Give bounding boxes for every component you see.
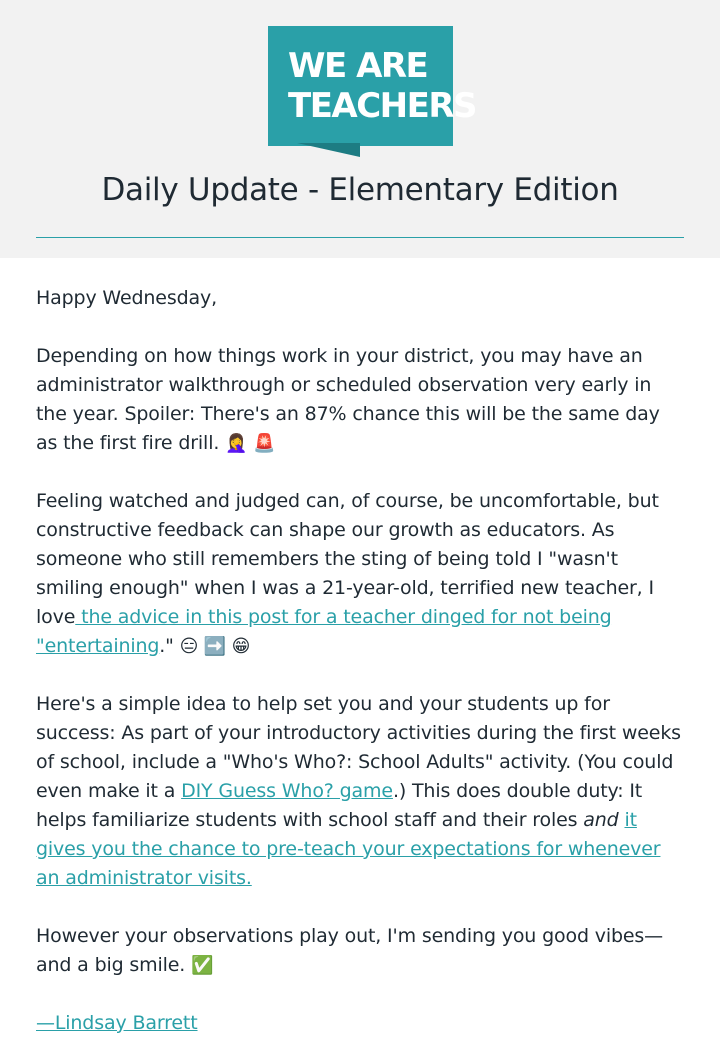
header-divider: [36, 237, 684, 238]
logo-text: [288, 46, 476, 126]
check-mark-emoji: ✅: [191, 955, 214, 976]
paragraph-3-text: Here's a simple idea to help set you and your students up for success: As part of your introductory activities during the first weeks of school, include a "Who's Who?: School Adults" activity. (You could even make it a: [36, 693, 681, 802]
paragraph-3: [36, 690, 684, 893]
greeting: Happy Wednesday,: [36, 287, 217, 309]
newsletter-title: Daily Update - Elementary Edition: [101, 172, 619, 208]
paragraph-1-text: Depending on how things work in your district, you may have an administrator walkthrough or scheduled observation very early in the year. Spoiler: There's an 87% chance this will be the same day as the first fire drill.: [36, 345, 660, 454]
email-body: [0, 258, 720, 1038]
paragraph-3-mid: .) This does double duty: It helps familiarize students with school staff and their roles: [36, 780, 643, 831]
expressionless-arrow-grin-emoji: 😑 ➡️ 😁: [179, 636, 251, 657]
paragraph-4: [36, 922, 684, 980]
logo-line-2: TEACHERS: [288, 86, 477, 126]
paragraph-2-text: Feeling watched and judged can, of course, be uncomfortable, but constructive feedback can shape our growth as educators. As someone who still remembers the sting of being told I "wasn't smiling enough" when I was a 21-year-old, terrified new teacher, I love: [36, 490, 659, 628]
signature-link[interactable]: —Lindsay Barrett: [36, 1012, 198, 1034]
paragraph-3-italic: and: [583, 809, 619, 831]
paragraph-1: [36, 342, 684, 458]
diy-guess-who-link[interactable]: DIY Guess Who? game: [181, 780, 393, 802]
email-header: [0, 0, 720, 258]
signature-line: [36, 1009, 684, 1038]
logo-banner-tail: [297, 143, 360, 157]
advice-post-link[interactable]: the advice in this post for a teacher dinged for not being "entertaining: [36, 606, 612, 657]
pre-teach-expectations-link[interactable]: it gives you the chance to pre-teach your expectations for whenever an administrator visits.: [36, 809, 661, 889]
paragraph-4-text: However your observations play out, I'm sending you good vibes—and a big smile.: [36, 925, 664, 976]
paragraph-2: [36, 487, 684, 661]
logo-line-1: WE ARE: [288, 46, 428, 86]
we-are-teachers-logo[interactable]: [268, 26, 477, 146]
paragraph-2-after: .": [159, 635, 174, 657]
facepalm-siren-emoji: 🤦‍♀️ 🚨: [225, 433, 276, 454]
